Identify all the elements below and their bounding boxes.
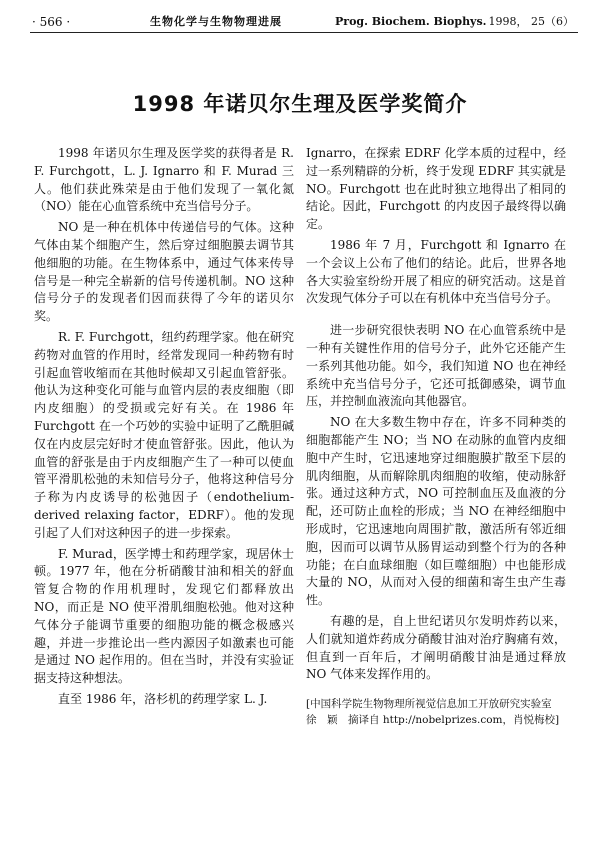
paragraph: 1998 年诺贝尔生理及医学奖的获得者是 R. F. Furchgott，L. J. Ignarro 和 F. Murad 三人。他们获此殊荣是由于他们发现了一氧化氮（NO）能在心血管系统中充当信号分子。 bbox=[34, 146, 294, 214]
paragraph: R. F. Furchgott，纽约药理学家。他在研究药物对血管的作用时，经常发现同一种药物有时引起血管收缩而在其他时候却又引起血管舒张。他认为这种变化可能与血管内层的表皮细胞（即内皮细胞）的受损或完好有关。在 1986 年 Furchgott 在一个巧妙的实验中证明了乙酰胆碱仅在内皮层完好时才使血管舒张。因此，他认为血管的舒张是由于内皮细胞产生了一种可以使血管平滑肌松弛的未知信号分子，他将这种信号分子称为内皮诱导的松弛因子（endothelium-derived relaxing factor，EDRF）。他的发现引起了人们对这种因子的进一步探索。 bbox=[34, 329, 294, 540]
right-column bbox=[306, 145, 566, 728]
paragraph: 1986 年 7 月，Furchgott 和 Ignarro 在一个会议上公布了他们的结论。此后，世界各地各大实验室纷纷开展了相应的研究活动。这是首次发现气体分子可以在有机体中充当信号分子。 bbox=[306, 237, 566, 306]
running-header bbox=[30, 12, 578, 33]
credit-line: [中国科学院生物物理所视觉信息加工开放研究实验室 bbox=[306, 698, 552, 711]
journal-title-cn: 生物化学与生物物理进展 bbox=[150, 15, 282, 28]
article-title: 1998 年诺贝尔生理及医学奖简介 bbox=[132, 92, 468, 116]
paragraph-continued: Ignarro，在探索 EDRF 化学本质的过程中，经过一系列精辟的分析，终于发现 EDRF 其实就是 NO。Furchgott 也在此时独立地得出了相同的结论。因此，Furchgott 的内皮因子最终得以确定。 bbox=[306, 146, 566, 232]
paragraph: 直至 1986 年，洛杉机的药理学家 L. J. bbox=[58, 691, 268, 706]
paragraph: 有趣的是，自上世纪诺贝尔发明炸药以来，人们就知道炸药成分硝酸甘油对治疗胸痛有效，但直到一百年后，才阐明硝酸甘油是通过释放 NO 气体来发挥作用的。 bbox=[306, 613, 566, 682]
translator-credit bbox=[306, 696, 566, 728]
left-column bbox=[34, 145, 294, 709]
issue-info: 1998， 25（6） bbox=[488, 15, 574, 28]
journal-title-en: Prog. Biochem. Biophys. bbox=[335, 15, 487, 28]
paragraph: 进一步研究很快表明 NO 在心血管系统中是一种有关键性作用的信号分子，此外它还能产生一系列其他功能。如今，我们知道 NO 也在神经系统中充当信号分子，它还可抵御感染，调节血压，并控制血液流向其他器官。 bbox=[306, 323, 566, 409]
page-number: · 566 · bbox=[32, 15, 71, 29]
paragraph: NO 是一种在机体中传递信号的气体。这种气体由某个细胞产生，然后穿过细胞膜去调节其他细胞的功能。在生物体系中，通过气体来传导信号是一种完全崭新的信号传递机制。NO 这种信号分子的发现者们因而获得了今年的诺贝尔奖。 bbox=[34, 220, 294, 324]
credit-line: 徐 颖 摘译自 http://nobelprizes.com，肖悦梅校] bbox=[306, 714, 560, 727]
paragraph: NO 在大多数生物中存在，许多不同种类的细胞都能产生 NO；当 NO 在动脉的血管内皮细胞中产生时，它迅速地穿过细胞膜扩散至下层的肌肉细胞，从而解除肌肉细胞的收缩，使动脉舒张。通过这种方式，NO 可控制血压及血液的分配，还可防止血栓的形成；当 NO 在神经细胞中形成时，它迅速地向周围扩散，激活所有邻近细胞，因而可以调节从肠胃运动到整个行为的各种功能；在白血球细胞（如巨噬细胞）中也能形成大量的 NO，从而对入侵的细菌和寄生虫产生毒性。 bbox=[306, 415, 566, 608]
paragraph: F. Murad，医学博士和药理学家，现居休士顿。1977 年，他在分析硝酸甘油和相关的舒血管复合物的作用机理时，发现它们都释放出 NO，而正是 NO 使平滑肌细胞松弛。他对这种气体分子能调节重要的细胞功能的概念极感兴趣，并进一步推论出一些内源因子如激素也可能是通过 NO 起作用的。但在当时，并没有实验证据支持这种想法。 bbox=[34, 546, 294, 686]
